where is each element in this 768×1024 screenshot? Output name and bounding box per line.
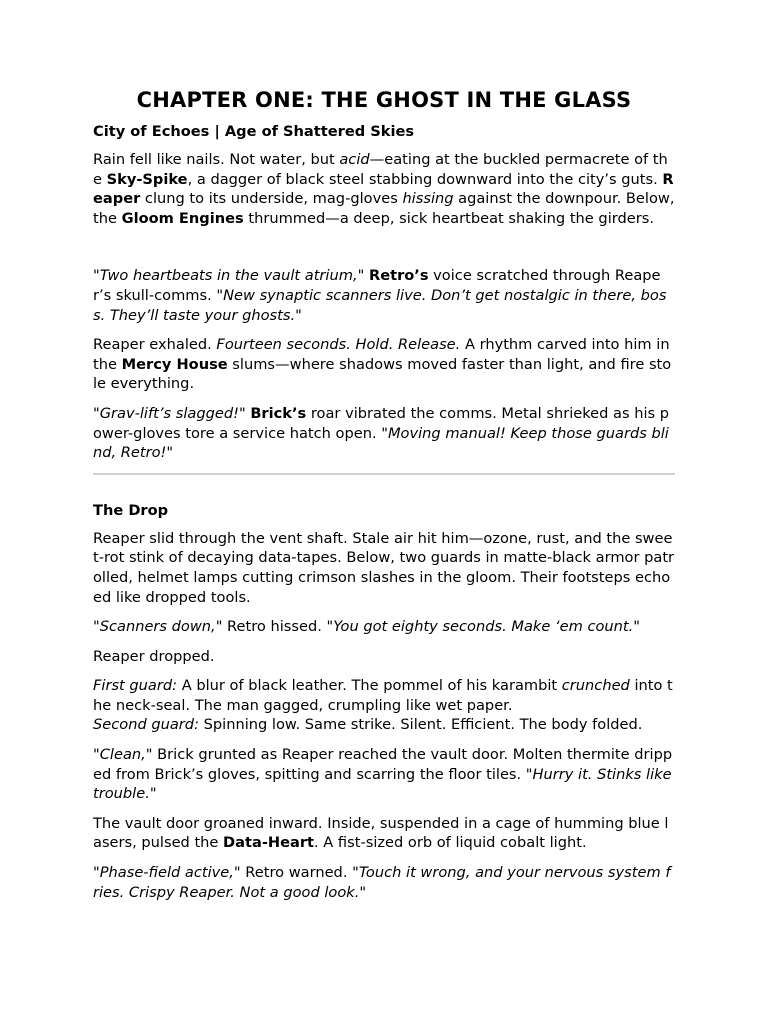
paragraph-vault-door: The vault door groaned inward. Inside, suspended in a cage of humming blue lasers, pulsed the Data-Heart. A fist-sized orb of liquid cobalt light.: [93, 814, 669, 852]
paragraph-first-guard: First guard: A blur of black leather. The pommel of his karambit crunched into the neck-seal. The man gagged, crumpling like wet paper.: [93, 677, 673, 714]
paragraph-spacer: [93, 238, 675, 266]
paragraph-retro-comms: "Two heartbeats in the vault atrium," Retro’s voice scratched through Reaper’s skull-comms. "New synaptic scanners live. Don’t get nostalgic in there, boss. They’ll taste your ghosts.": [93, 267, 667, 324]
chapter-title: CHAPTER ONE: THE GHOST IN THE GLASS: [136, 88, 632, 112]
chapter-subtitle: City of Echoes | Age of Shattered Skies: [93, 123, 415, 140]
document-page: [93, 86, 675, 912]
paragraph-second-guard: Second guard: Spinning low. Same strike. Silent. Efficient. The body folded.: [93, 716, 643, 734]
paragraph-clean: "Clean," Brick grunted as Reaper reached the vault door. Molten thermite dripped from Brick’s gloves, spitting and scarring the floor tiles. "Hurry it. Stinks like trouble.": [93, 746, 673, 803]
paragraph-reaper-exhaled: Reaper exhaled. Fourteen seconds. Hold. Release. A rhythm carved into him in the Mercy House slums—where shadows moved faster than light, and fire stole everything.: [93, 336, 672, 393]
paragraph-reaper-dropped: Reaper dropped.: [93, 647, 215, 665]
paragraph-phase-field: "Phase-field active," Retro warned. "Touch it wrong, and your nervous system fries. Crispy Reaper. Not a good look.": [93, 864, 671, 901]
section-divider: [93, 473, 675, 475]
paragraph-rain: Rain fell like nails. Not water, but acid—eating at the buckled permacrete of the Sky-Spike, a dagger of black steel stabbing downward into the city’s guts. Reaper clung to its underside, mag-gloves hissing against the downpour. Below, the Gloom Engines thrummed—a deep, sick heartbeat shaking the girders.: [93, 151, 675, 227]
paragraph-vent-shaft: Reaper slid through the vent shaft. Stale air hit him—ozone, rust, and the sweet-rot stink of decaying data-tapes. Below, two guards in matte-black armor patrolled, helmet lamps cutting crimson slashes in the gloom. Their footsteps echoed like dropped tools.: [93, 529, 675, 606]
paragraph-brick-roar: "Grav-lift’s slagged!" Brick’s roar vibrated the comms. Metal shrieked as his power-gloves tore a service hatch open. "Moving manual! Keep those guards blind, Retro!": [93, 404, 670, 462]
section-heading: The Drop: [93, 501, 169, 519]
paragraph-scanners-down: "Scanners down," Retro hissed. "You got eighty seconds. Make ‘em count.": [93, 618, 640, 636]
